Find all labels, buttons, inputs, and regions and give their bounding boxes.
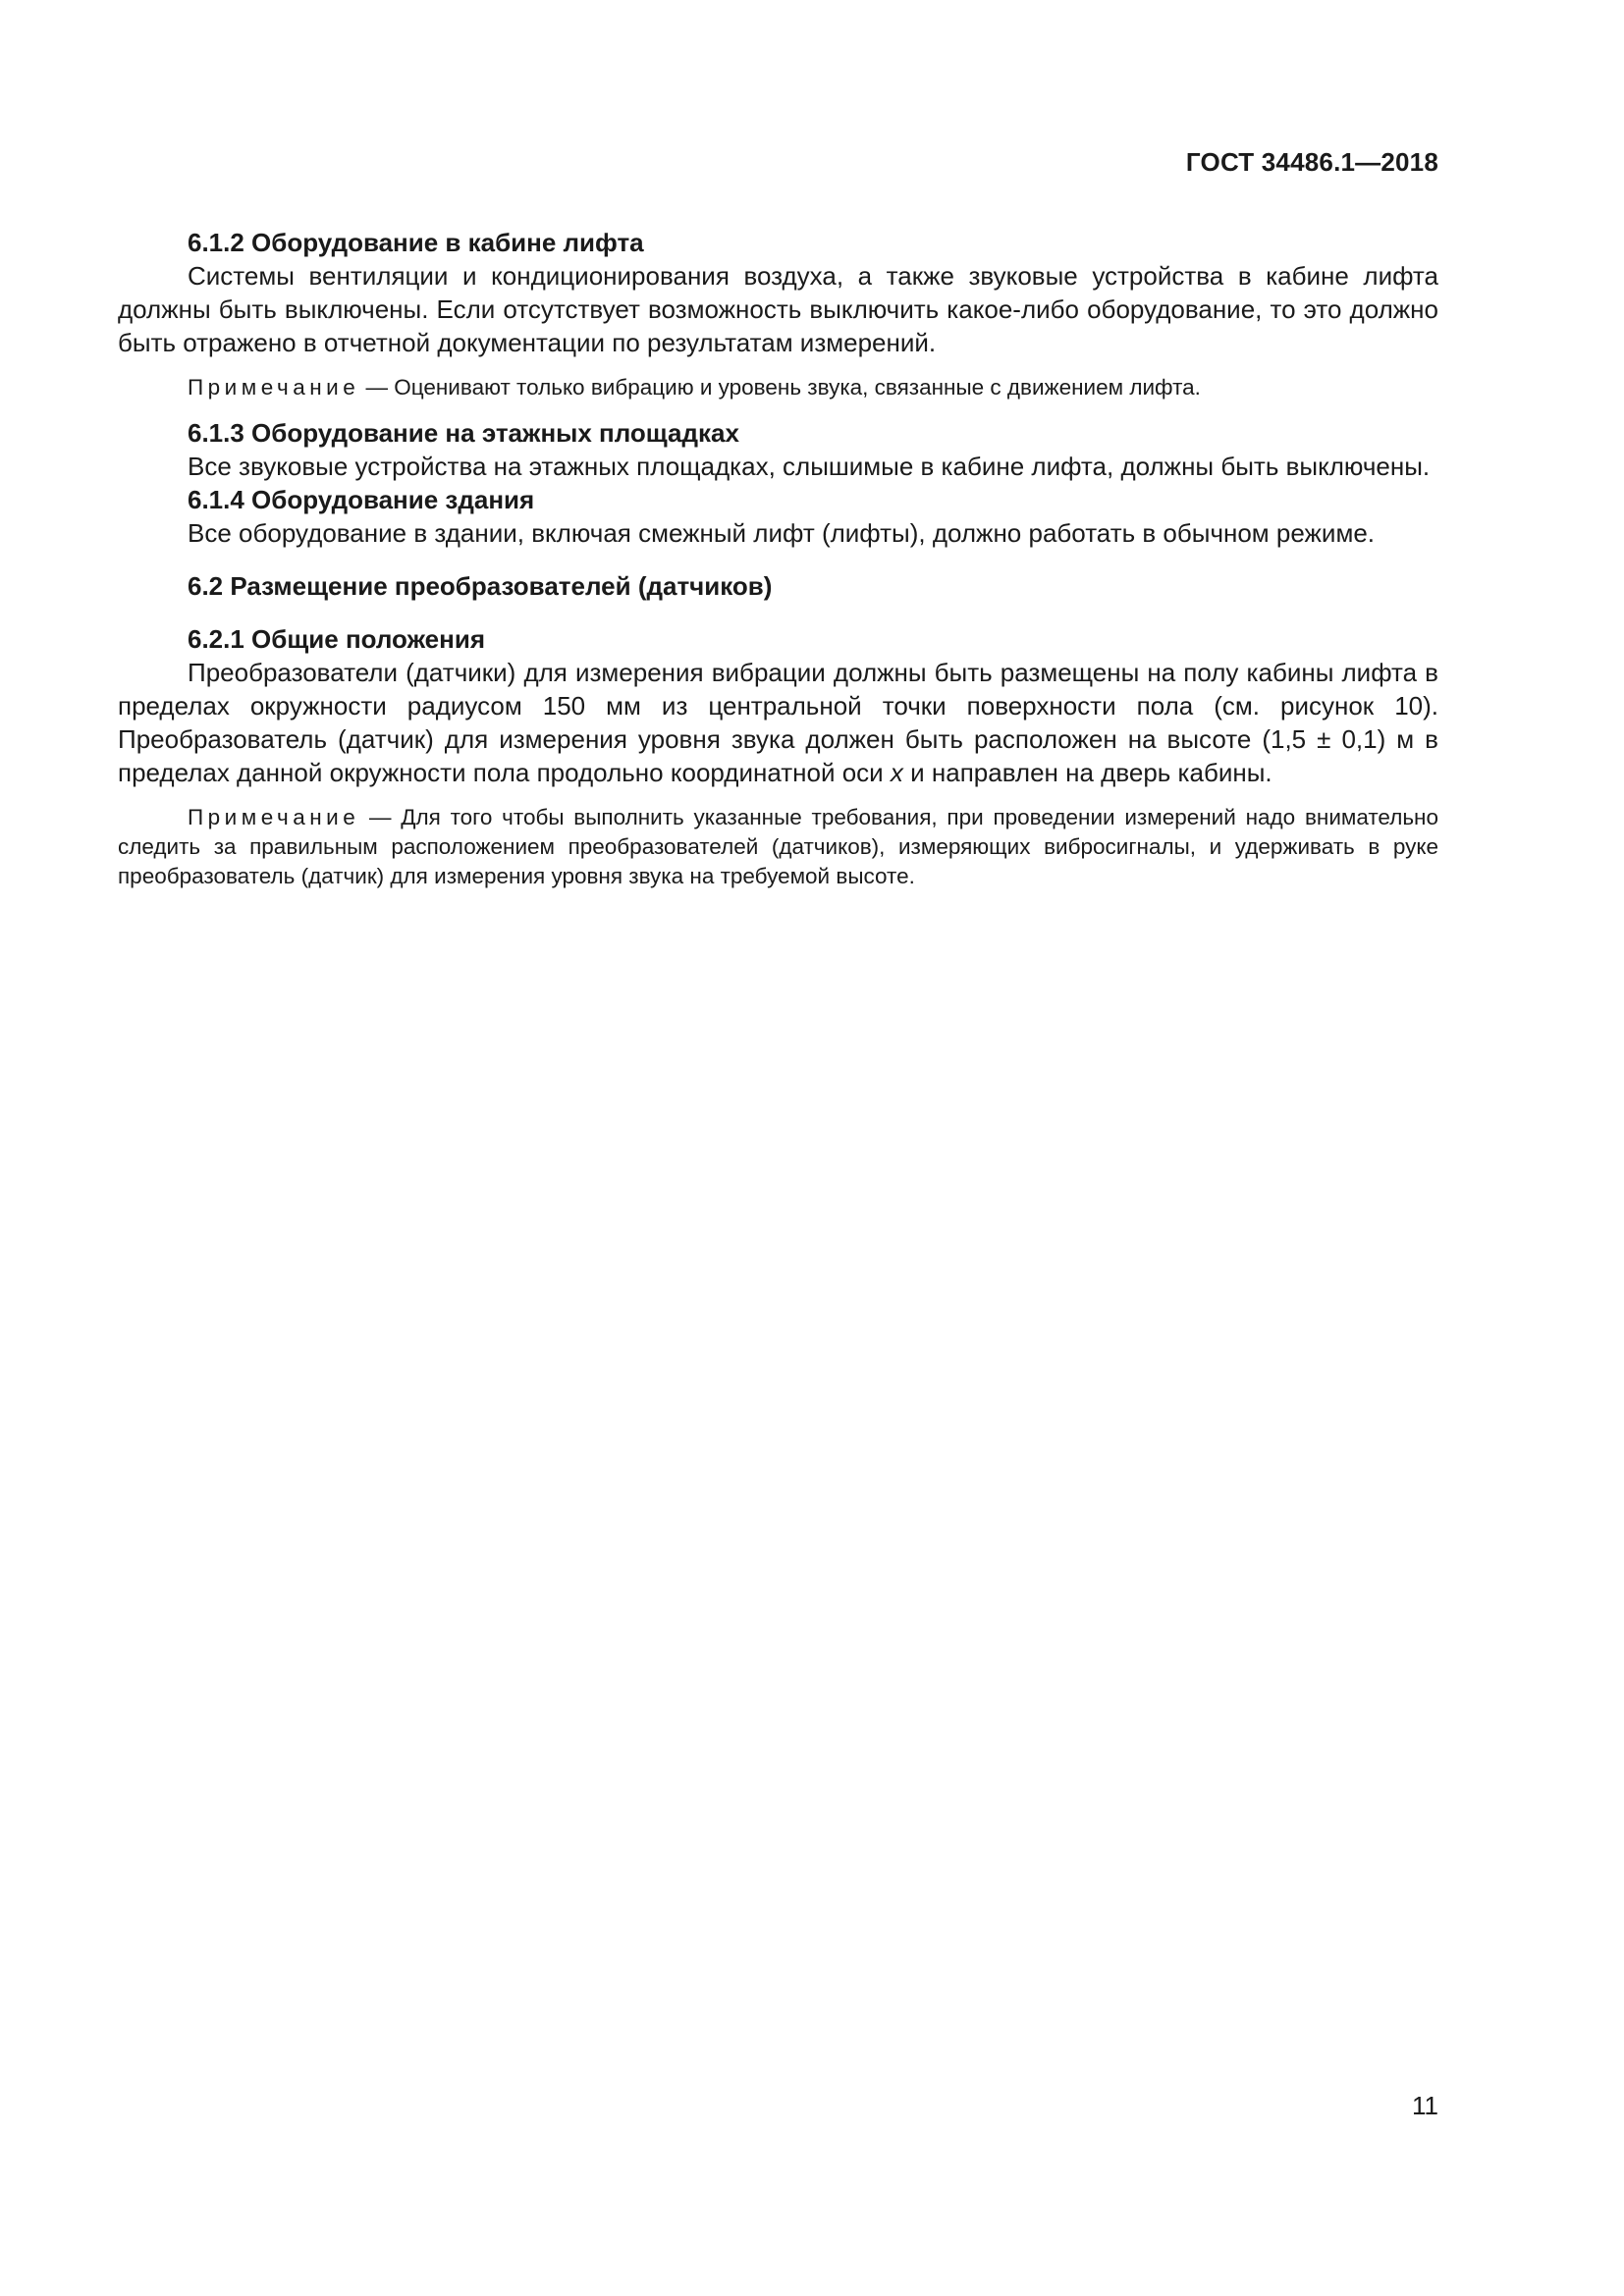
note-label: Примечание xyxy=(188,375,360,400)
paragraph-6-1-2: Системы вентиляции и кондиционирования воздуха, а также звуковые устройства в кабине лифта должны быть выключены. Если отсутствует возможность выключить какое-либо оборудование, то это должно быть отражено в отчетной документации по результатам измерений. xyxy=(118,261,1438,357)
note-label: Примечание xyxy=(188,805,360,829)
heading-6-2-1: 6.2.1 Общие положения xyxy=(188,624,485,654)
paragraph-6-1-4: Все оборудование в здании, включая смежный лифт (лифты), должно работать в обычном режиме. xyxy=(188,518,1376,548)
standard-header: ГОСТ 34486.1—2018 xyxy=(1185,147,1438,177)
heading-6-2: 6.2 Размещение преобразователей (датчиков) xyxy=(188,571,773,601)
page-number: 11 xyxy=(1412,2091,1438,2120)
note-text: — Для того чтобы выполнить указанные требования, при проведении измерений надо внимательно следить за правильным расположением преобразователей (датчиков), измеряющих вибросигналы, и удерживать в руке преобразователь (датчик) для измерения уровня звука на требуемой высоте. xyxy=(118,805,1438,888)
note-6-2-1 xyxy=(118,803,1438,891)
heading-6-1-4: 6.1.4 Оборудование здания xyxy=(188,485,535,514)
note-6-1-2 xyxy=(118,373,1438,402)
note-text: — Оценивают только вибрацию и уровень звука, связанные с движением лифта. xyxy=(359,375,1201,400)
paragraph-text-part1: Преобразователи (датчики) для измерения вибрации должны быть размещены на полу кабины лифта в пределах окружности радиусом 150 мм из центральной точки поверхности пола (см. рисунок 10). Преобразователь (датчик) для измерения уровня звука должен быть расположен на высоте (1,5 ± 0,1) м в пределах данной окружности пола продольно координатной оси xyxy=(118,658,1438,787)
heading-6-1-2: 6.1.2 Оборудование в кабине лифта xyxy=(188,228,644,257)
axis-symbol: x xyxy=(890,758,903,787)
paragraph-6-2-1 xyxy=(118,656,1438,789)
paragraph-text-part2: и направлен на дверь кабины. xyxy=(902,758,1272,787)
document-page xyxy=(118,0,1438,2296)
heading-6-1-3: 6.1.3 Оборудование на этажных площадках xyxy=(188,418,739,448)
page-content xyxy=(118,226,1438,891)
paragraph-6-1-3: Все звуковые устройства на этажных площадках, слышимые в кабине лифта, должны быть выключены. xyxy=(188,452,1431,481)
